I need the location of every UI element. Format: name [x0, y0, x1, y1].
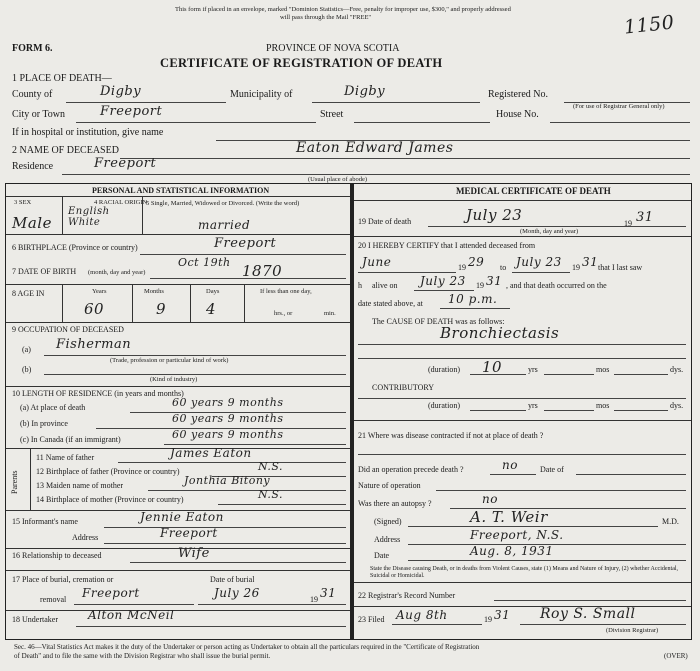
city-value: Freeport — [100, 104, 163, 119]
dob-note: (month, day and year) — [88, 269, 146, 276]
sex-label: 3 SEX — [14, 199, 32, 206]
residence-value: Freeport — [94, 156, 157, 171]
birthplace-value: Freeport — [214, 236, 277, 251]
alive-year-prefix: 19 — [476, 281, 484, 290]
date-of-label: Date of — [540, 465, 564, 474]
occurred-label: , and that death occurred on the — [506, 281, 607, 290]
mail-notice-line1: This form if placed in an envelope, marked "Dominion Statistics—Free, penalty for improper use, $300," and properly addressed — [175, 6, 511, 13]
burial-label: 17 Place of burial, cremation or — [12, 575, 114, 584]
relationship-label: 16 Relationship to deceased — [12, 551, 102, 560]
death-year-prefix: 19 — [624, 219, 632, 228]
in-province-value: 60 years 9 months — [172, 412, 284, 425]
mos-label-2: mos — [596, 401, 610, 410]
min-label: min. — [324, 310, 336, 317]
marital-value: married — [198, 218, 251, 232]
at-place-label: (a) At place of death — [20, 403, 86, 412]
mother-label: 13 Maiden name of mother — [36, 481, 124, 490]
burial-place-value: Freeport — [82, 586, 140, 600]
footer-line1: Sec. 46—Vital Statistics Act makes it the duty of the Undertaker or person acting as Undertaker to obtain all the particulars required in the "Certificate of Registration — [14, 643, 480, 651]
file-number: 1150 — [622, 11, 676, 39]
signed-value: A. T. Weir — [470, 508, 548, 526]
months-label: Months — [144, 288, 164, 295]
signed-label: (Signed) — [374, 517, 402, 526]
autopsy-value: no — [482, 492, 498, 506]
dob-month-day: Oct 19th — [178, 256, 231, 269]
column-divider — [350, 183, 354, 640]
record-number-label: 22 Registrar's Record Number — [358, 591, 456, 600]
dob-label: 7 DATE OF BIRTH — [12, 267, 77, 276]
age-years: 60 — [84, 300, 105, 318]
at-place-value: 60 years 9 months — [172, 396, 284, 409]
duration-value: 10 — [482, 358, 503, 376]
dys-label-1: dys. — [670, 365, 684, 374]
parents-vertical-label: Parents — [10, 470, 19, 494]
duration-label-2: (duration) — [428, 401, 460, 410]
informant-value: Jennie Eaton — [140, 510, 224, 524]
yrs-label-1: yrs — [528, 365, 538, 374]
state-disease-note: State the Disease causing Death, or in deaths from Violent Causes, state (1) Means and Nature of Injury, (2) whether Accidental, Suicidal or Homicidal. — [370, 566, 679, 579]
burial-year-value: 31 — [320, 586, 337, 600]
alive-value: July 23 — [420, 274, 466, 288]
years-label: Years — [92, 288, 107, 295]
division-registrar-note: (Division Registrar) — [606, 627, 659, 634]
county-label: County of — [12, 89, 53, 100]
yrs-label-2: yrs — [528, 401, 538, 410]
residence-length-label: 10 LENGTH OF RESIDENCE (in years and months) — [12, 389, 184, 398]
footer-line2: of Death" and to file the same with the Division Registrar who shall issue the burial permit. — [14, 652, 271, 660]
death-year-value: 31 — [636, 210, 654, 225]
md-label: M.D. — [662, 517, 679, 526]
father-value: James Eaton — [170, 446, 252, 460]
county-value: Digby — [100, 84, 142, 99]
marital-label: 5 Single, Married, Widowed or Divorced. (Write the word) — [146, 200, 300, 207]
relationship-value: Wife — [178, 546, 210, 561]
filed-year: 31 — [494, 608, 511, 622]
from-value: June — [362, 255, 392, 269]
medical-header: MEDICAL CERTIFICATE OF DEATH — [456, 186, 611, 196]
filed-year-prefix: 19 — [484, 615, 492, 624]
deceased-heading: 2 NAME OF DECEASED — [12, 145, 119, 156]
father-label: 11 Name of father — [36, 453, 95, 462]
filed-value: Aug 8th — [396, 608, 448, 622]
alive-prefix: h — [358, 281, 362, 290]
to-value: July 23 — [516, 255, 562, 269]
occupation-value: Fisherman — [56, 337, 132, 352]
doctor-address-value: Freeport, N.S. — [470, 528, 564, 542]
doctor-date-value: Aug. 8, 1931 — [470, 544, 554, 558]
birthplace-label: 6 BIRTHPLACE (Province or country) — [12, 243, 138, 252]
in-canada-value: 60 years 9 months — [172, 428, 284, 441]
division-registrar-signature: Roy S. Small — [540, 606, 636, 622]
death-date-value: July 23 — [466, 206, 523, 224]
informant-address-label: Address — [72, 533, 99, 542]
lt-day-label: If less than one day, — [260, 288, 312, 295]
in-canada-label: (c) In Canada (if an immigrant) — [20, 435, 121, 444]
dys-label-2: dys. — [670, 401, 684, 410]
in-province-label: (b) In province — [20, 419, 68, 428]
informant-label: 15 Informant's name — [12, 517, 78, 526]
registered-label: Registered No. — [488, 89, 548, 100]
mother-value: Jonthia Bitony — [184, 474, 271, 487]
mail-notice-line2: will pass through the Mail "FREE" — [280, 14, 372, 21]
cause-value: Bronchiectasis — [440, 324, 560, 342]
duration-label-1: (duration) — [428, 365, 460, 374]
racial-value: English White — [68, 206, 110, 228]
certificate-title: CERTIFICATE OF REGISTRATION OF DEATH — [160, 56, 443, 70]
personal-header: PERSONAL AND STATISTICAL INFORMATION — [92, 186, 270, 195]
burial-date-value: July 26 — [214, 586, 260, 600]
death-time: 10 p.m. — [448, 292, 498, 306]
to-year-prefix: 19 — [572, 263, 580, 272]
to-label: to — [500, 263, 507, 272]
death-date-label: 19 Date of death — [358, 217, 412, 226]
contributory-label: CONTRIBUTORY — [372, 383, 435, 392]
mos-label-1: mos — [596, 365, 610, 374]
certify-label: 20 I HEREBY CERTIFY that I attended deceased from — [358, 241, 536, 250]
occupation-note: (Trade, profession or particular kind of work) — [110, 357, 229, 364]
age-label: 8 AGE IN — [12, 289, 45, 298]
occ-b-label: (b) — [22, 365, 32, 374]
doctor-date-label: Date — [374, 551, 390, 560]
burial-year-prefix: 19 — [310, 595, 318, 604]
municipality-label: Municipality of — [230, 89, 293, 100]
alive-label: alive on — [372, 281, 398, 290]
informant-address-value: Freeport — [160, 526, 218, 540]
alive-year: 31 — [486, 274, 503, 288]
hrs-label: hrs., or — [274, 310, 293, 317]
dob-year: 1870 — [242, 262, 283, 280]
date-stated-label: date stated above, at — [358, 299, 423, 308]
doctor-address-label: Address — [374, 535, 401, 544]
last-saw-label: that I last saw — [598, 263, 643, 272]
operation-value: no — [502, 458, 518, 472]
registrar-note: (For use of Registrar General only) — [573, 103, 665, 110]
footer-over: (OVER) — [664, 652, 688, 660]
autopsy-label: Was there an autopsy ? — [358, 499, 432, 508]
racial-label: 4 RACIAL ORIGIN — [94, 199, 148, 206]
hospital-label: If in hospital or institution, give name — [12, 127, 164, 138]
city-label: City or Town — [12, 109, 66, 120]
month-day-note: (Month, day and year) — [520, 228, 579, 235]
house-label: House No. — [496, 109, 539, 120]
mother-bp-value: N.S. — [258, 488, 284, 501]
age-months: 9 — [156, 300, 167, 318]
undertaker-value: Alton McNeil — [88, 608, 175, 622]
residence-label: Residence — [12, 161, 54, 172]
occupation-label: 9 OCCUPATION OF DECEASED — [12, 325, 124, 334]
age-days: 4 — [206, 300, 217, 318]
undertaker-label: 18 Undertaker — [12, 615, 58, 624]
filed-label: 23 Filed — [358, 615, 385, 624]
father-bp-label: 12 Birthplace of father (Province or country) — [36, 467, 180, 476]
days-label: Days — [206, 288, 220, 295]
father-bp-value: N.S. — [258, 460, 284, 473]
to-year: 31 — [582, 255, 599, 269]
street-label: Street — [320, 109, 344, 120]
usual-abode-note: (Usual place of abode) — [308, 176, 368, 183]
form-number: FORM 6. — [12, 43, 53, 54]
sex-value: Male — [12, 214, 52, 232]
burial-date-label: Date of burial — [210, 575, 255, 584]
place-of-death-heading: 1 PLACE OF DEATH— — [12, 73, 112, 84]
municipality-value: Digby — [344, 84, 386, 99]
q21-label: 21 Where was disease contracted if not at place of death ? — [358, 431, 544, 440]
deceased-name: Eaton Edward James — [296, 140, 454, 156]
operation-label: Did an operation precede death ? — [358, 465, 464, 474]
removal-label: removal — [40, 595, 67, 604]
industry-note: (Kind of industry) — [150, 376, 198, 383]
occ-a-label: (a) — [22, 345, 31, 354]
province-heading: PROVINCE OF NOVA SCOTIA — [266, 43, 400, 54]
from-year: 29 — [468, 255, 485, 269]
nature-label: Nature of operation — [358, 481, 421, 490]
from-year-prefix: 19 — [458, 263, 466, 272]
mother-bp-label: 14 Birthplace of mother (Province or country) — [36, 495, 184, 504]
cause-label: The CAUSE OF DEATH was as follows: — [372, 317, 505, 326]
